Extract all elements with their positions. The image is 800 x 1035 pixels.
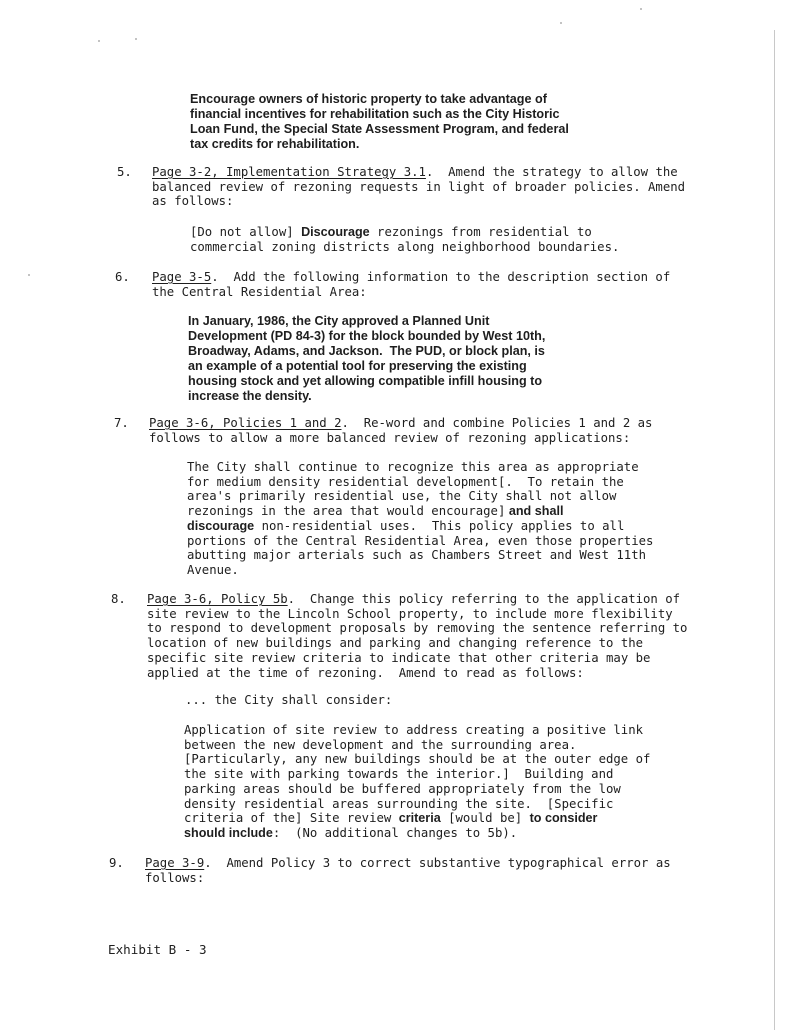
item-6-insertion xyxy=(188,314,648,403)
text-segment: . Change this policy referring to the application of xyxy=(287,592,681,606)
text-line: housing stock and yet allowing compatible infill housing to xyxy=(188,373,543,388)
item-number: 7. xyxy=(114,416,129,430)
text-line: as follows: xyxy=(152,194,234,209)
intro-paragraph xyxy=(190,92,650,152)
text-line: follows: xyxy=(145,870,205,885)
item-number: 6. xyxy=(115,270,130,284)
text-segment: . Re-word and combine Policies 1 and 2 as xyxy=(341,416,653,430)
text-line: Development (PD 84-3) for the block bounded by West 10th, xyxy=(188,328,546,343)
text-line: area's primarily residential use, the City shall not allow xyxy=(187,489,617,504)
text-segment: [would be] xyxy=(440,811,530,826)
page-reference: Page 3-6, Policy 5b xyxy=(147,592,288,606)
scan-speck xyxy=(560,22,562,24)
text-segment: . Amend the strategy to allow the xyxy=(425,165,678,179)
scan-speck xyxy=(98,40,100,42)
text-segment: criteria of the] Site review xyxy=(184,811,399,826)
text-line: financial incentives for rehabilitation such as the City Historic xyxy=(190,107,560,121)
text-line: balanced review of rezoning requests in light of broader policies. Amend xyxy=(152,179,686,194)
text-line: an example of a potential tool for preserving the existing xyxy=(188,358,527,373)
page-footer: Exhibit B - 3 xyxy=(108,942,207,957)
page-reference: Page 3-9 xyxy=(145,856,205,870)
text-line: to respond to development proposals by removing the sentence referring to xyxy=(147,621,688,636)
page-reference: Page 3-6, Policies 1 and 2 xyxy=(149,416,342,430)
text-line: specific site review criteria to indicate that other criteria may be xyxy=(147,650,651,665)
text-line: Avenue. xyxy=(187,562,239,577)
scan-speck xyxy=(135,38,137,40)
bold-insertion: discourage xyxy=(187,518,255,533)
scan-edge-line xyxy=(774,30,775,1030)
text-line: Broadway, Adams, and Jackson. The PUD, or block plan, is xyxy=(188,343,545,358)
item-7-quote xyxy=(187,460,654,578)
text-segment: rezonings from residential to xyxy=(369,225,592,239)
text-line: the site with parking towards the interior.] Building and xyxy=(184,767,614,782)
text-line: commercial zoning districts along neighborhood boundaries. xyxy=(190,239,620,254)
text-line: Encourage owners of historic property to take advantage of xyxy=(190,92,547,106)
item-number: 9. xyxy=(109,856,124,870)
bold-insertion: Discourage xyxy=(301,225,370,239)
item-8 xyxy=(147,592,688,680)
text-line: The City shall continue to recognize this area as appropriate xyxy=(187,460,639,474)
text-segment: . Amend Policy 3 to correct substantive typographical error as xyxy=(204,856,671,870)
text-segment: non-residential uses. This policy applies to all xyxy=(254,518,625,533)
bold-insertion: and shall xyxy=(505,504,564,519)
scan-speck xyxy=(28,274,30,276)
bold-insertion: to consider xyxy=(529,811,598,826)
item-7 xyxy=(149,416,679,445)
text-line: abutting major arterials such as Chambers Street and West 11th xyxy=(187,548,647,563)
text-line: Application of site review to address creating a positive link xyxy=(184,723,644,737)
text-segment: . Add the following information to the description section of xyxy=(211,270,671,284)
bold-insertion: criteria xyxy=(398,811,441,826)
bold-insertion: should include xyxy=(184,825,273,840)
text-line: increase the density. xyxy=(188,388,312,403)
text-line: tax credits for rehabilitation. xyxy=(190,137,360,151)
item-number: 8. xyxy=(111,592,126,606)
text-segment: [Do not allow] xyxy=(190,225,302,239)
item-8-quote xyxy=(184,723,651,841)
scan-speck xyxy=(640,8,642,10)
page-reference: Page 3-2, Implementation Strategy 3.1 xyxy=(152,165,426,179)
text-line: the Central Residential Area: xyxy=(152,284,367,299)
text-line: Loan Fund, the Special State Assessment Program, and federal xyxy=(190,122,569,136)
item-number: 5. xyxy=(117,165,132,179)
text-segment: : (No additional changes to 5b). xyxy=(272,825,518,840)
text-line: follows to allow a more balanced review of rezoning applications: xyxy=(149,430,631,445)
text-line: location of new buildings and parking and changing reference to the xyxy=(147,636,644,651)
item-8-lead: ... the City shall consider: xyxy=(185,693,393,707)
text-line: density residential areas surrounding the site. [Specific xyxy=(184,796,614,811)
text-line: parking areas should be buffered appropriately from the low xyxy=(184,781,621,796)
item-9 xyxy=(145,856,675,885)
text-line: [Particularly, any new buildings should be at the outer edge of xyxy=(184,752,651,767)
text-line: applied at the time of rezoning. Amend to read as follows: xyxy=(147,665,584,680)
text-line: site review to the Lincoln School property, to include more flexibility xyxy=(147,606,673,621)
item-5-quote xyxy=(190,225,650,254)
text-line: between the new development and the surrounding area. xyxy=(184,737,577,752)
text-line: for medium density residential development[. To retain the xyxy=(187,474,624,489)
item-6 xyxy=(152,270,677,299)
text-line: In January, 1986, the City approved a Planned Unit xyxy=(188,314,490,328)
item-5 xyxy=(152,165,686,209)
page-reference: Page 3-5 xyxy=(152,270,212,284)
text-line: portions of the Central Residential Area, even those properties xyxy=(187,533,654,548)
text-segment: rezonings in the area that would encourage] xyxy=(187,504,506,519)
